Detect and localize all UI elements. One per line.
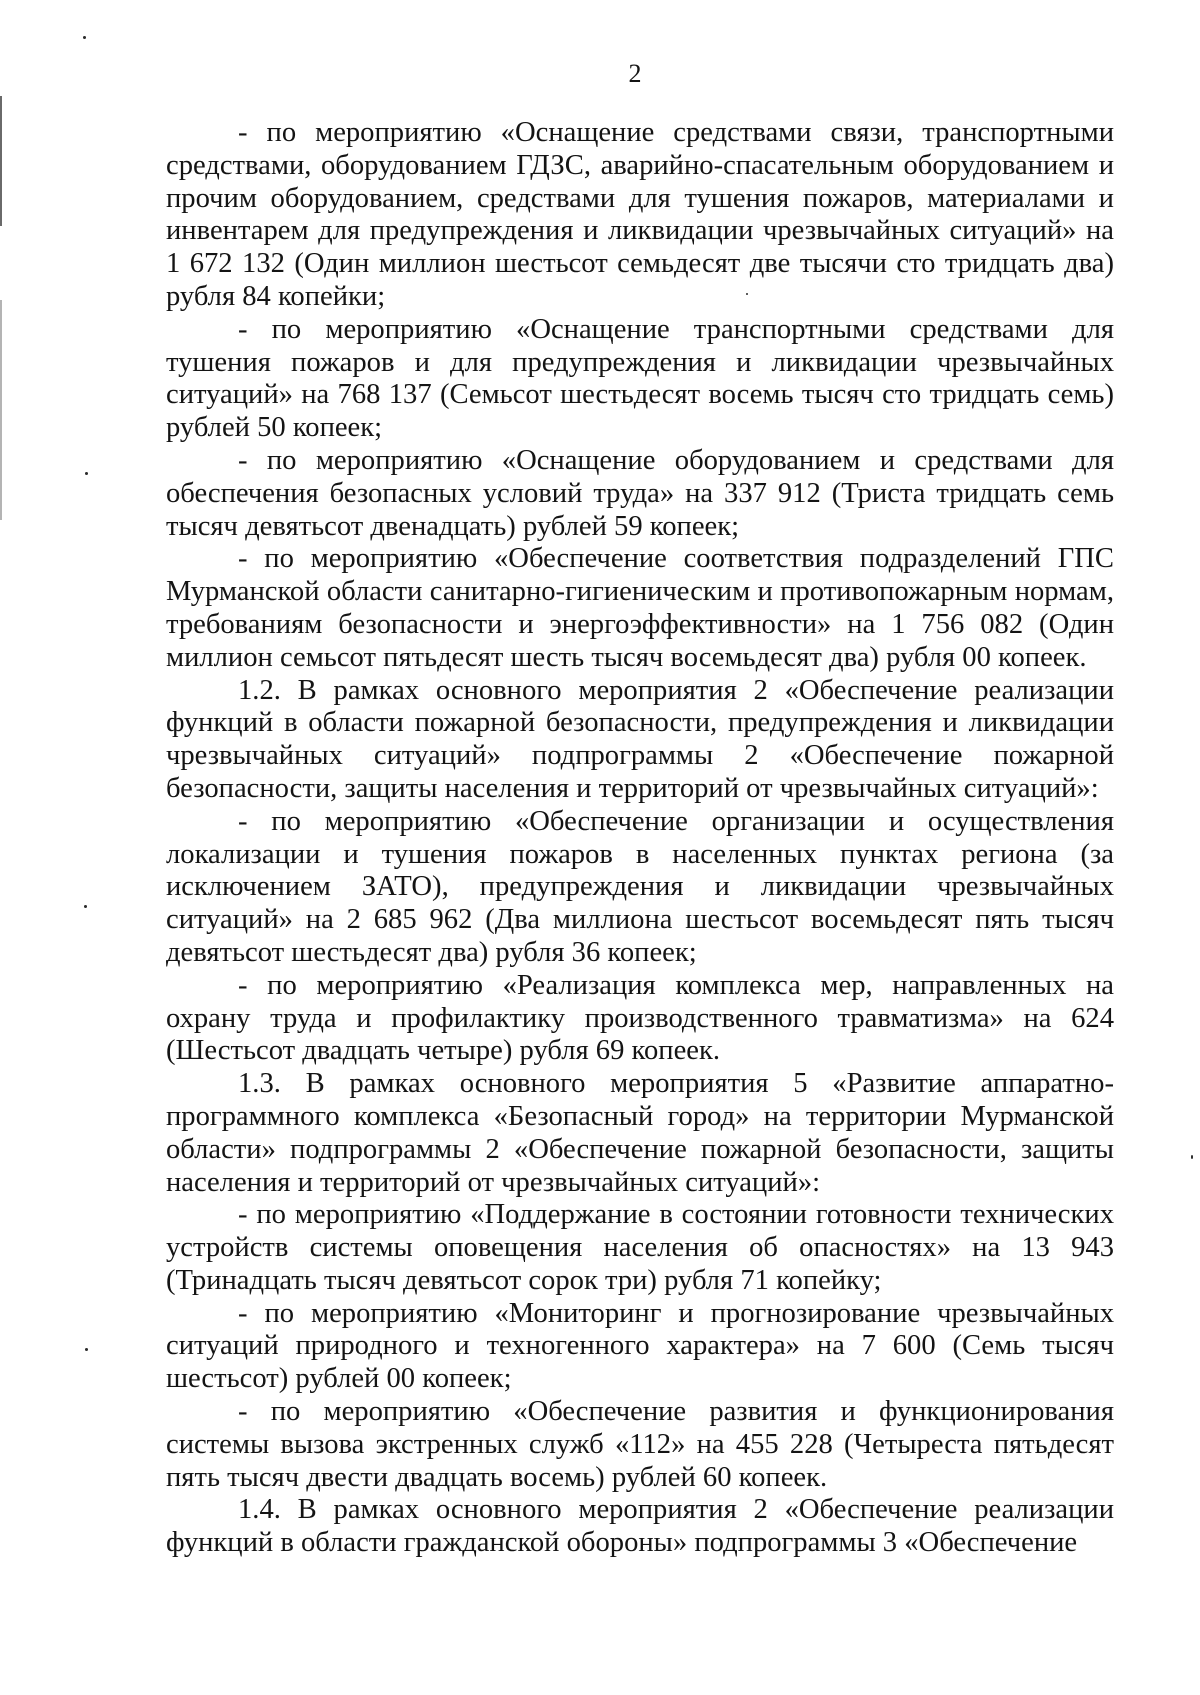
page-number: 2 [628, 59, 642, 88]
scan-edge-mark [0, 300, 2, 520]
paragraph: - по мероприятию «Оснащение оборудованием и средствами для обеспечения безопасных условий труда» на 337 912 (Триста тридцать семь тысяч девятьсот двенадцать) рублей 59 копеек; [166, 444, 1114, 542]
scan-speck [85, 472, 88, 475]
paragraph: 1.2. В рамках основного мероприятия 2 «Обеспечение реализации функций в области пожарной безопасности, предупреждения и ликвидации чрезвычайных ситуаций» подпрограммы 2 «Обеспечение пожарной безопасности, защиты населения и территорий от чрезвычайных ситуаций»: [166, 674, 1114, 804]
scan-speck [84, 905, 87, 908]
paragraph: - по мероприятию «Мониторинг и прогнозирование чрезвычайных ситуаций природного и техногенного характера» на 7 600 (Семь тысяч шестьсот) рублей 00 копеек; [166, 1297, 1114, 1395]
paragraph: - по мероприятию «Реализация комплекса мер, направленных на охрану труда и профилактику производственного травматизма» на 624 (Шестьсот двадцать четыре) рубля 69 копеек. [166, 969, 1114, 1067]
paragraph: - по мероприятию «Поддержание в состоянии готовности технических устройств системы оповещения населения об опасностях» на 13 943 (Тринадцать тысяч девятьсот сорок три) рубля 71 копейку; [166, 1199, 1114, 1296]
paragraph: - по мероприятию «Оснащение транспортными средствами для тушения пожаров и для предупреждения и ликвидации чрезвычайных ситуаций» на 768 137 (Семьсот шестьдесят восемь тысяч сто тридцать семь) рублей 50 копеек; [166, 313, 1114, 444]
scan-speck [85, 1348, 88, 1351]
paragraph: - по мероприятию «Обеспечение организации и осуществления локализации и тушения пожаров в населенных пунктах региона (за исключением ЗАТО), предупреждения и ликвидации чрезвычайных ситуаций» на 2 685 962 (Два миллиона шестьсот восемьдесят пять тысяч девятьсот шестьдесят два) рубля 36 копеек; [166, 805, 1114, 968]
paragraph: - по мероприятию «Обеспечение развития и функционирования системы вызова экстренных служб «112» на 455 228 (Четыреста пятьдесят пять тысяч двести двадцать восемь) рублей 60 копеек. [166, 1396, 1114, 1493]
document-body [166, 117, 1114, 1560]
paragraph: - по мероприятию «Оснащение средствами связи, транспортными средствами, оборудованием ГДЗС, аварийно-спасательным оборудованием и прочим оборудованием, средствами для тушения пожаров, материалами и инвентарем для предупреждения и ликвидации чрезвычайных ситуаций» на 1 672 132 (Один миллион шестьсот семьдесят две тысячи сто тридцать два) рубля 84 копейки; [166, 117, 1114, 312]
paragraph: 1.3. В рамках основного мероприятия 5 «Развитие аппаратно-программного комплекса «Безопасный город» на территории Мурманской области» подпрограммы 2 «Обеспечение пожарной безопасности, защиты населения и территорий от чрезвычайных ситуаций»: [166, 1068, 1114, 1198]
scan-speck [83, 36, 86, 39]
paragraph: 1.4. В рамках основного мероприятия 2 «Обеспечение реализации функций в области гражданской обороны» подпрограммы 3 «Обеспечение [166, 1494, 1114, 1559]
paragraph: - по мероприятию «Обеспечение соответствия подразделений ГПС Мурманской области санитарно-гигиеническим и противопожарным нормам, требованиям безопасности и энергоэффективности» на 1 756 082 (Один миллион семьсот пятьдесят шесть тысяч восемьдесят два) рубля 00 копеек. [166, 543, 1114, 673]
scan-speck [1191, 1155, 1193, 1159]
scan-edge-mark [0, 96, 2, 226]
